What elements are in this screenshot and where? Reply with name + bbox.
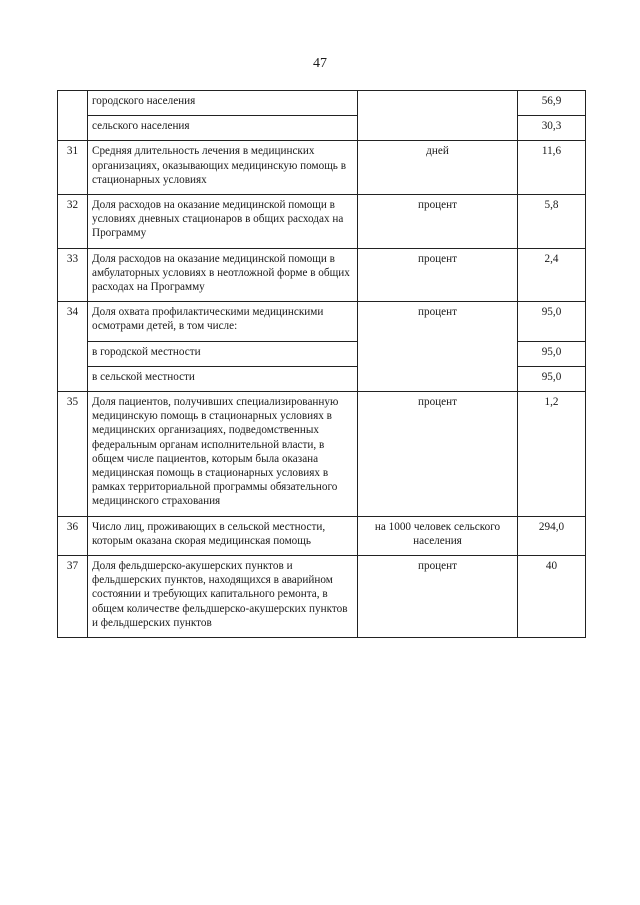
unit-cell: процент — [358, 302, 518, 392]
indicator-name: Доля расходов на оказание медицинской помощи в условиях дневных стационаров в общих расходах на Программу — [88, 195, 358, 249]
value-cell: 5,8 — [518, 195, 586, 249]
unit-cell: процент — [358, 248, 518, 302]
table-row — [58, 392, 586, 517]
table-row — [58, 91, 586, 116]
row-number-cell — [58, 91, 88, 141]
indicators-table — [57, 90, 586, 638]
table-row — [58, 516, 586, 555]
indicator-subitem: в городской местности — [88, 341, 358, 366]
value-cell: 95,0 — [518, 302, 586, 341]
indicator-subitem: сельского населения — [88, 116, 358, 141]
indicator-name: Число лиц, проживающих в сельской местности, которым оказана скорая медицинская помощь — [88, 516, 358, 555]
row-number: 35 — [58, 392, 88, 517]
unit-cell: процент — [358, 195, 518, 249]
unit-cell: процент — [358, 392, 518, 517]
table-row — [58, 248, 586, 302]
table-row — [58, 195, 586, 249]
value-cell: 11,6 — [518, 141, 586, 195]
unit-cell — [358, 91, 518, 141]
value-cell: 30,3 — [518, 116, 586, 141]
value-cell: 95,0 — [518, 341, 586, 366]
row-number: 33 — [58, 248, 88, 302]
row-number: 34 — [58, 302, 88, 392]
indicator-name: Доля охвата профилактическими медицинскими осмотрами детей, в том числе: — [88, 302, 358, 341]
indicator-subitem: городского населения — [88, 91, 358, 116]
unit-cell: дней — [358, 141, 518, 195]
value-cell: 294,0 — [518, 516, 586, 555]
value-cell: 1,2 — [518, 392, 586, 517]
table-row — [58, 556, 586, 638]
unit-cell: процент — [358, 556, 518, 638]
indicator-name: Доля расходов на оказание медицинской помощи в амбулаторных условиях в неотложной форме в общих расходах на Программу — [88, 248, 358, 302]
row-number: 31 — [58, 141, 88, 195]
row-number: 36 — [58, 516, 88, 555]
page-number: 47 — [313, 56, 327, 71]
value-cell: 40 — [518, 556, 586, 638]
indicator-name: Доля фельдшерско-акушерских пунктов и фельдшерских пунктов, находящихся в аварийном состоянии и требующих капитального ремонта, в общем количестве фельдшерско-акушерских пунктов и фельдшерских пунктов — [88, 556, 358, 638]
table-row — [58, 302, 586, 341]
indicator-name: Доля пациентов, получивших специализированную медицинскую помощь в стационарных условиях в медицинских организациях, подведомственных федеральным органам исполнительной власти, в общем числе пациентов, которым была оказана медицинская помощь в стационарных условиях в рамках территориальной программы обязательного медицинского страхования — [88, 392, 358, 517]
row-number: 37 — [58, 556, 88, 638]
unit-cell: на 1000 человек сельского населения — [358, 516, 518, 555]
indicator-name: Средняя длительность лечения в медицинских организациях, оказывающих медицинскую помощь в стационарных условиях — [88, 141, 358, 195]
value-cell: 2,4 — [518, 248, 586, 302]
value-cell: 56,9 — [518, 91, 586, 116]
indicator-subitem: в сельской местности — [88, 366, 358, 391]
table-row — [58, 141, 586, 195]
value-cell: 95,0 — [518, 366, 586, 391]
row-number: 32 — [58, 195, 88, 249]
